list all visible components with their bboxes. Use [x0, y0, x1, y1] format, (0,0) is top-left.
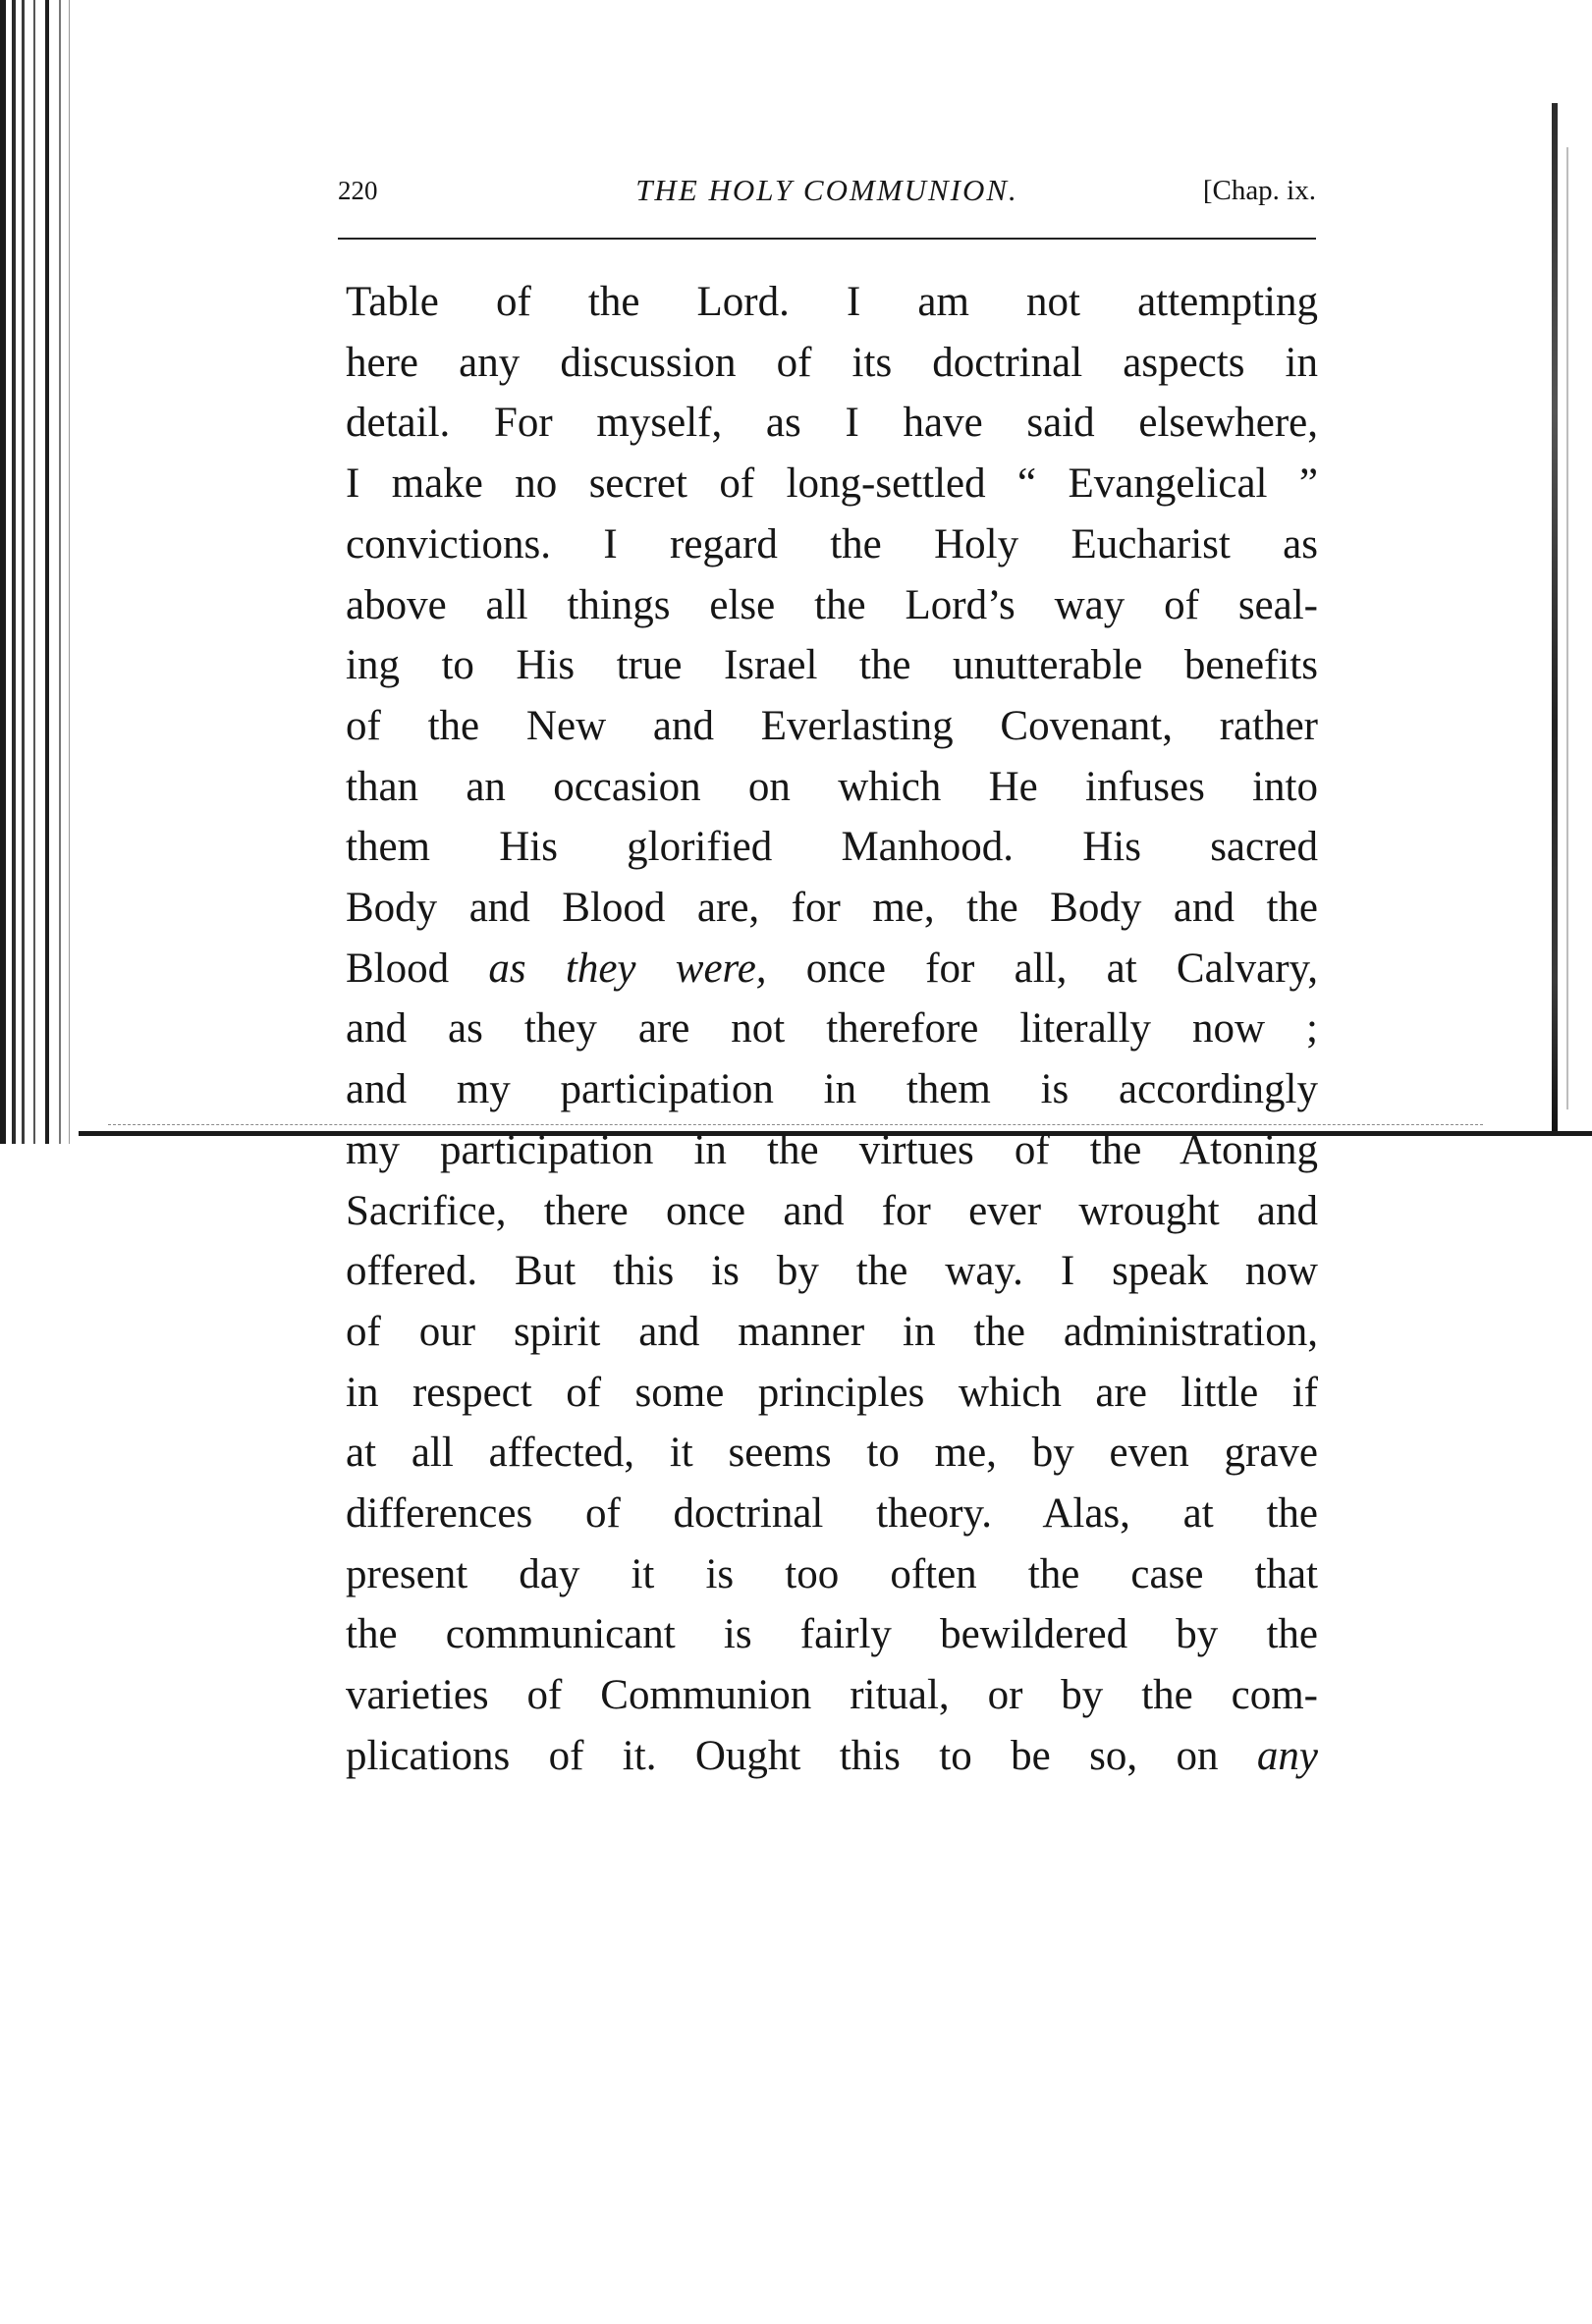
- text-segment: once for all, at Calvary,: [766, 945, 1318, 992]
- text-line-with-italic: [346, 939, 1318, 1000]
- text-line: differences of doctrinal theory. Alas, at the: [346, 1490, 1318, 1538]
- book-binding-edge: [0, 0, 94, 1144]
- running-title: THE HOLY COMMUNION.: [635, 173, 1018, 207]
- text-line: I make no secret of long-settled “ Evangelical ”: [346, 460, 1318, 508]
- header-rule: [338, 238, 1316, 240]
- text-line: my participation in the virtues of the Atoning: [346, 1126, 1318, 1173]
- text-line: here any discussion of its doctrinal aspects in: [346, 339, 1318, 386]
- text-line: them His glorified Manhood. His sacred: [346, 824, 1318, 871]
- text-line-with-italic: [346, 1726, 1318, 1787]
- text-line: of the New and Everlasting Covenant, rather: [346, 702, 1318, 749]
- text-line: of our spirit and manner in the administration,: [346, 1308, 1318, 1355]
- text-line: in respect of some principles which are little if: [346, 1369, 1318, 1416]
- text-line: at all affected, it seems to me, by even grave: [346, 1430, 1318, 1477]
- text-line: present day it is too often the case that: [346, 1550, 1318, 1597]
- text-line: Body and Blood are, for me, the Body and the: [346, 885, 1318, 932]
- text-line: Table of the Lord. I am not attempting: [346, 279, 1318, 325]
- right-page-edge: [1552, 103, 1558, 1136]
- text-line: the communicant is fairly bewildered by the: [346, 1611, 1318, 1658]
- chapter-label: [Chap. ix.: [1202, 175, 1316, 206]
- text-segment: Blood: [346, 945, 489, 992]
- text-line: and as they are not therefore literally now ;: [346, 1005, 1318, 1053]
- right-page-edge-shadow: [1566, 147, 1568, 1109]
- body-text: [346, 272, 1318, 1787]
- text-line: than an occasion on which He infuses into: [346, 763, 1318, 810]
- text-line: Sacrifice, there once and for ever wrought and: [346, 1187, 1318, 1234]
- italic-word: any: [1256, 1732, 1318, 1779]
- text-line: above all things else the Lord’s way of seal-: [346, 581, 1318, 628]
- text-line: detail. For myself, as I have said elsewhere,: [346, 400, 1318, 447]
- text-segment: plications of it. Ought this to be so, on: [346, 1732, 1257, 1779]
- page-number: 220: [338, 176, 378, 205]
- running-head: [338, 167, 1316, 214]
- text-line: convictions. I regard the Holy Eucharist as: [346, 520, 1318, 567]
- text-line: offered. But this is by the way. I speak now: [346, 1248, 1318, 1295]
- text-line: ing to His true Israel the unutterable benefits: [346, 642, 1318, 689]
- text-line: and my participation in them is accordingly: [346, 1066, 1318, 1113]
- text-line: varieties of Communion ritual, or by the com-: [346, 1672, 1318, 1719]
- italic-phrase: as they were,: [488, 945, 767, 992]
